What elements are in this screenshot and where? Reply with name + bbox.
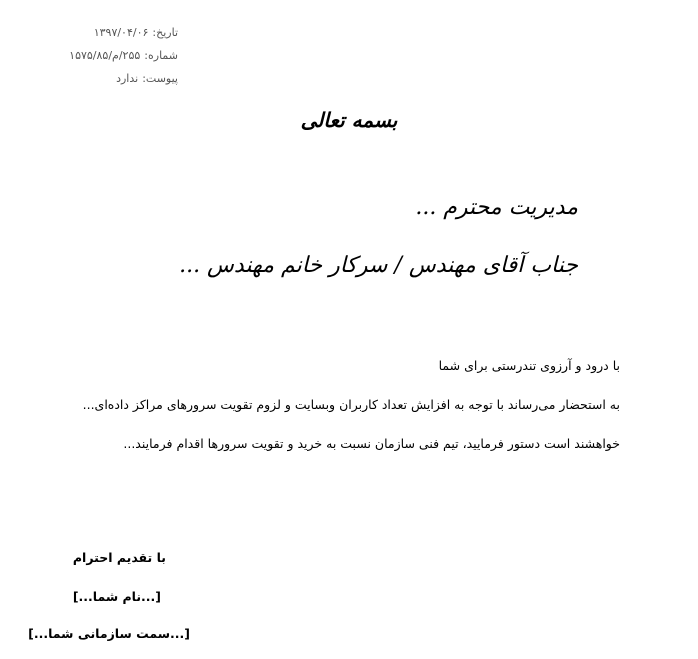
letter-number [69, 49, 178, 62]
closing-regards: با تقدیم احترام [72, 550, 166, 565]
number-value: ۲۵۵/م/۱۵۷۵/۸۵ [69, 49, 141, 62]
date-label: تاریخ: [152, 26, 178, 39]
date-value: ۱۳۹۷/۰۴/۰۶ [93, 26, 149, 39]
signer-name: [...نام شما...] [72, 589, 161, 604]
signer-position: [...سمت سازمانی شما...] [28, 626, 190, 641]
attachment-value: ندارد [116, 72, 139, 85]
body-greeting: با درود و آرزوی تندرستی برای شما [438, 358, 620, 373]
body-paragraph-1: به استحضار می‌رساند با توجه به افزایش تعداد کاربران وبسایت و لزوم تقویت سرورهای مراکز داده‌ای... [82, 397, 620, 412]
salutation-line-1: مدیریت محترم ... [415, 195, 578, 220]
body-paragraph-2: خواهشند است دستور فرمایید، تیم فنی سازمان نسبت به خرید و تقویت سرورها اقدام فرمایند... [123, 436, 620, 451]
salutation-line-2: جناب آقای مهندس / سرکار خانم مهندس ... [179, 253, 578, 278]
letter-date [94, 26, 178, 39]
basmala-heading: بسمه تعالی [300, 108, 398, 132]
letter-attachment [116, 72, 178, 85]
number-label: شماره: [144, 49, 178, 62]
attachment-label: پیوست: [142, 72, 178, 85]
